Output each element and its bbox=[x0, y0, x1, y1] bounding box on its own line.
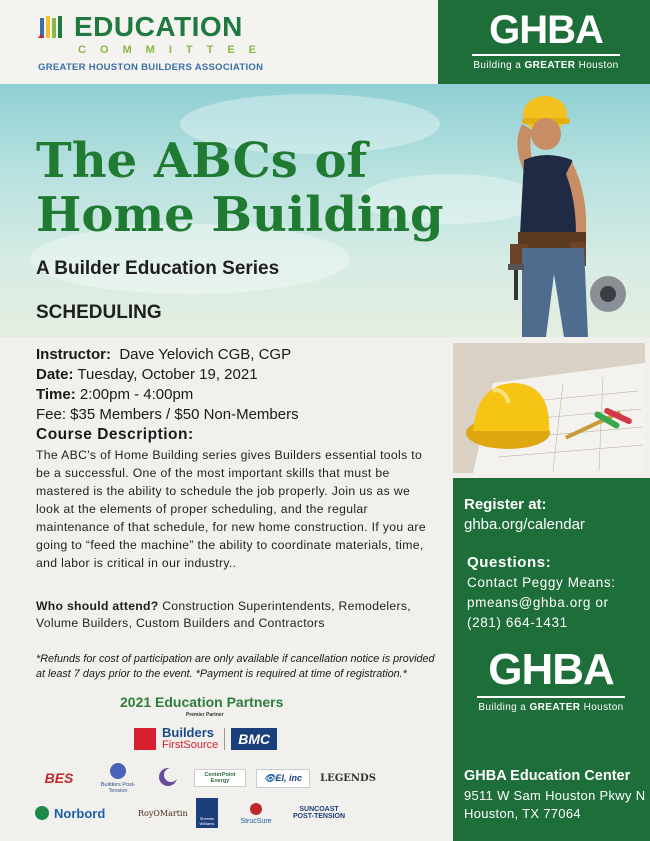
builders-firstsource-mark-icon bbox=[134, 728, 156, 750]
address-line-2: Houston, TX 77064 bbox=[464, 806, 581, 821]
partner-logo bbox=[148, 766, 188, 790]
ghba-wordmark: GHBA bbox=[488, 645, 614, 694]
ghba-tagline bbox=[471, 702, 631, 713]
education-center-name: GHBA Education Center bbox=[464, 768, 631, 784]
ghba-wordmark: GHBA bbox=[489, 8, 603, 52]
questions-label: Questions: bbox=[467, 554, 552, 571]
series-subtitle: A Builder Education Series bbox=[36, 258, 280, 279]
date-value: Tuesday, October 19, 2021 bbox=[77, 366, 258, 383]
instructor-name: Dave Yelovich CGB, CGP bbox=[119, 346, 292, 363]
ghba-tagline-post: Houston bbox=[580, 702, 624, 713]
header-right bbox=[438, 0, 650, 84]
partner-logos-row-1 bbox=[34, 762, 378, 794]
ghba-tagline-pre: Building a bbox=[473, 60, 525, 71]
who-should-attend bbox=[36, 598, 436, 632]
hero-banner bbox=[0, 84, 650, 337]
course-description-body: The ABC's of Home Building series gives Builders essential tools to be a successful. One of the most important skills that must be mastered is the ability to schedule the job properly. Join us as we look at the elements of proper scheduling, and the regular maintenance of that schedule, for new home construction. If you are going to “feed the machine” the ability to coordinate materials, time, and labor is critical in our industry.. bbox=[36, 448, 426, 570]
ghba-tagline-bold: GREATER bbox=[524, 60, 576, 71]
bmc-logo: BMC bbox=[231, 728, 277, 750]
attend-label: Who should attend? bbox=[36, 599, 159, 613]
date-label: Date: bbox=[36, 366, 74, 383]
partner-logo bbox=[256, 769, 310, 788]
ghba-logo bbox=[466, 8, 626, 71]
eye-icon: 👁 bbox=[264, 772, 276, 783]
partner-logo bbox=[92, 762, 144, 794]
leaf-icon bbox=[34, 806, 50, 820]
ghba-tagline-pre: Building a bbox=[478, 702, 530, 713]
time-value: 2:00pm - 4:00pm bbox=[79, 386, 194, 403]
date-line bbox=[36, 365, 436, 385]
contact-email[interactable]: pmeans@ghba.org or bbox=[467, 595, 609, 610]
register-link[interactable]: ghba.org/calendar bbox=[464, 516, 585, 533]
ghba-divider bbox=[472, 54, 620, 56]
partner-logo-label: Norbord bbox=[54, 805, 106, 821]
drop-icon bbox=[248, 802, 264, 816]
premier-partners bbox=[134, 726, 277, 752]
ghba-tagline-post: Houston bbox=[575, 60, 619, 71]
partner-logo: BES bbox=[44, 770, 74, 786]
contact-panel bbox=[453, 478, 650, 841]
course-series-title bbox=[36, 134, 444, 242]
committee-word: COMMITTEE bbox=[78, 44, 270, 56]
time-line bbox=[36, 385, 436, 405]
globe-icon bbox=[108, 762, 128, 780]
hardhat-photo-illustration bbox=[453, 343, 645, 473]
time-label: Time: bbox=[36, 386, 76, 403]
address-line-1: 9511 W Sam Houston Pkwy N bbox=[464, 788, 646, 803]
title-line-2: Home Building bbox=[36, 187, 444, 243]
education-title: EDUCATION bbox=[74, 11, 243, 42]
partner-logo: RoyOMartin bbox=[138, 808, 188, 818]
partner-logo: Sherwin Williams bbox=[196, 798, 218, 828]
register-label: Register at: bbox=[464, 496, 547, 513]
ghba-tagline-bold: GREATER bbox=[529, 702, 581, 713]
partner-logo: SUNCOAST POST-TENSION bbox=[292, 806, 346, 820]
hardhat-blueprint-photo bbox=[453, 343, 645, 473]
instructor-line bbox=[36, 345, 436, 365]
fee-line: Fee: $35 Members / $50 Non-Members bbox=[36, 406, 299, 423]
title-line-1: The ABCs of bbox=[36, 133, 368, 189]
contact-phone[interactable]: (281) 664-1431 bbox=[467, 615, 568, 630]
bfs-name: Builders bbox=[162, 725, 215, 740]
partner-logo: LEGENDS bbox=[320, 772, 376, 784]
header-left bbox=[0, 0, 438, 84]
contact-name: Contact Peggy Means: bbox=[467, 575, 616, 590]
partner-logo bbox=[34, 806, 130, 821]
partner-logos-row-2 bbox=[34, 798, 350, 828]
premier-divider bbox=[224, 728, 225, 750]
partners-heading: 2021 Education Partners bbox=[120, 694, 284, 710]
attend-value: Construction Superintendents, Remodelers, Volume Builders, Custom Builders and Contractors bbox=[36, 599, 411, 630]
bfs-sub: FirstSource bbox=[162, 739, 219, 751]
pencil-books-icon bbox=[38, 14, 68, 40]
instructor-label: Instructor: bbox=[36, 346, 111, 363]
event-details bbox=[36, 345, 436, 425]
course-description-heading: Course Description: bbox=[36, 426, 194, 443]
ghba-logo-footer bbox=[471, 646, 631, 713]
refund-policy: *Refunds for cost of participation are only available if cancellation notice is provided at least 7 days prior to the event. *Payment is required at time of registration.* bbox=[36, 653, 435, 680]
construction-worker-image bbox=[500, 84, 650, 337]
education-center-address bbox=[464, 787, 645, 823]
builders-firstsource-logo bbox=[162, 727, 218, 751]
moon-icon bbox=[157, 766, 179, 788]
premier-partner-label: Premier Partner bbox=[186, 712, 224, 718]
course-topic: SCHEDULING bbox=[36, 302, 162, 323]
ghba-tagline bbox=[466, 60, 626, 71]
ghba-divider bbox=[477, 696, 625, 698]
contact-info bbox=[467, 573, 616, 633]
partner-logo-label: EI, inc bbox=[275, 772, 302, 783]
partner-logo bbox=[232, 802, 280, 825]
partner-logo-label: StrucSure bbox=[240, 817, 272, 825]
association-name: GREATER HOUSTON BUILDERS ASSOCIATION bbox=[38, 62, 264, 73]
partner-logo-label: Builders Post-Tension bbox=[100, 782, 136, 794]
partner-logo: CenterPoint Energy bbox=[194, 769, 246, 787]
